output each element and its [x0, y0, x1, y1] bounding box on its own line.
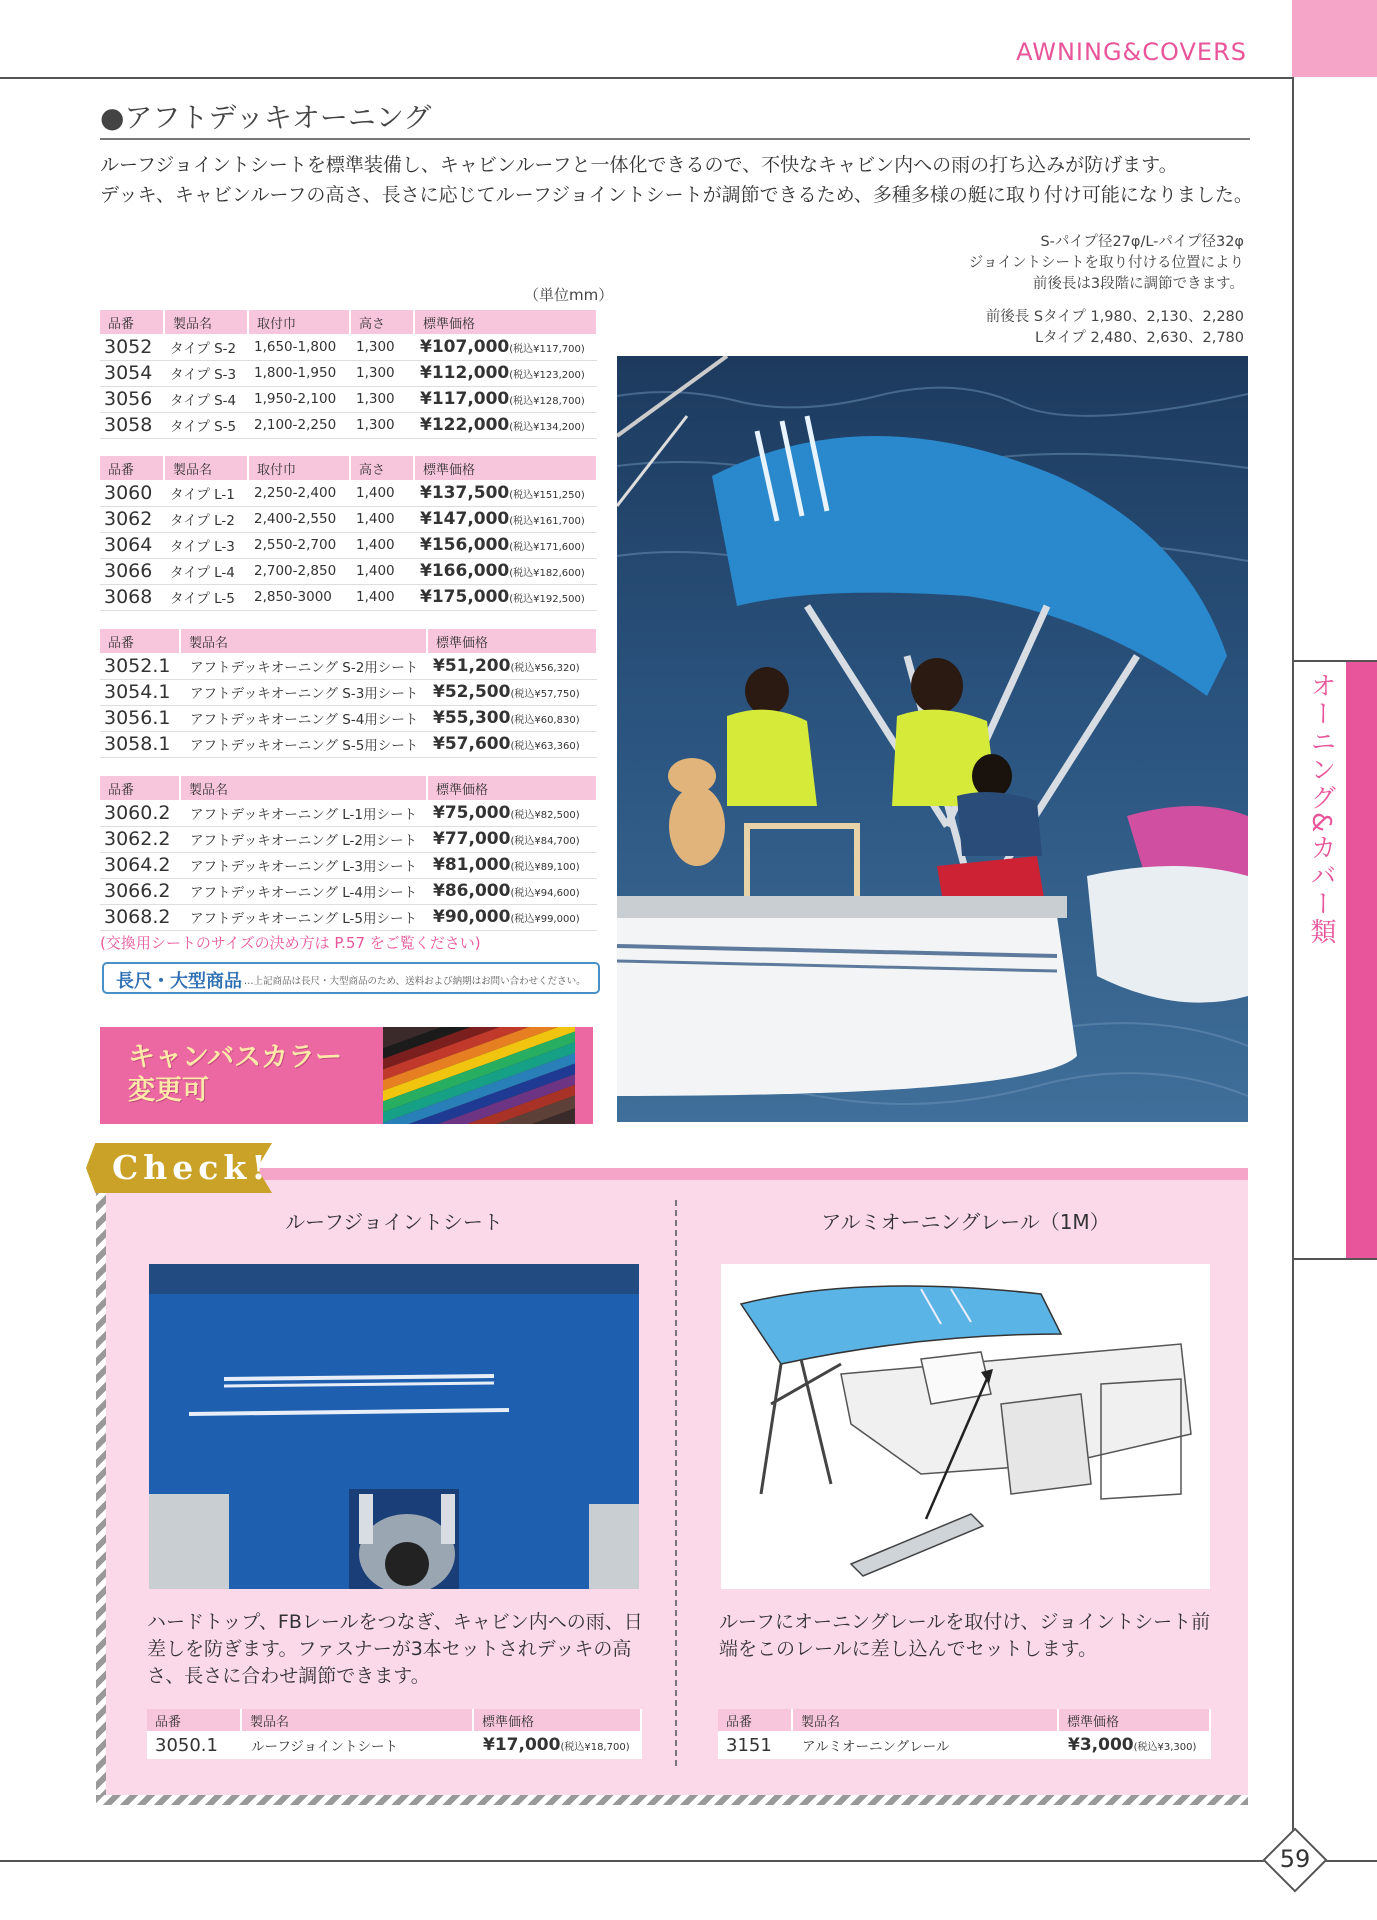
long-item-label: 長尺・大型商品 — [116, 971, 242, 992]
product-name: アフトデッキオーニング L-3用シート — [180, 852, 427, 878]
product-price — [414, 558, 597, 584]
table-header — [100, 629, 597, 653]
product-code: 3052.1 — [100, 653, 180, 679]
table-row — [100, 532, 597, 558]
product-height: 1,300 — [350, 412, 414, 438]
table-row — [100, 800, 597, 826]
product-name: タイプ L-3 — [164, 532, 248, 558]
price-value: ¥122,000 — [420, 415, 510, 435]
price-tax: (税込¥94,600) — [510, 888, 580, 899]
price-tax: (税込¥57,750) — [510, 689, 580, 700]
price-tax: (税込¥192,500) — [509, 594, 585, 605]
header-tab — [1292, 0, 1377, 77]
product-code: 3064.2 — [100, 852, 180, 878]
product-price — [414, 360, 597, 386]
header-category: AWNING&COVERS — [1016, 38, 1247, 66]
spec-table-s — [100, 310, 598, 439]
product-price — [414, 480, 597, 506]
price-tax: (税込¥123,200) — [509, 370, 585, 381]
note-line: Lタイプ 2,480、2,630、2,780 — [1035, 330, 1244, 346]
description-line: ルーフジョイントシートを標準装備し、キャビンルーフと一体化できるので、不快なキャビン内への雨の打ち込みが防げます。 — [100, 154, 1178, 176]
product-width: 2,250-2,400 — [248, 480, 350, 506]
header-code: 品番 — [100, 310, 164, 334]
roof-joint-description: ハードトップ、FBレールをつなぎ、キャビン内への雨、日差しを防ぎます。ファスナーが3本セットされデッキの高さ、長さに合わせ調節できます。 — [147, 1611, 643, 1687]
product-code: 3060.2 — [100, 800, 180, 826]
product-width: 2,850-3000 — [248, 584, 350, 610]
price-tax: (税込¥134,200) — [509, 422, 585, 433]
product-code: 3062 — [100, 506, 164, 532]
note-line: ジョイントシートを取り付ける位置により — [968, 255, 1244, 271]
product-code: 3151 — [726, 1734, 772, 1756]
price-value: ¥55,300 — [433, 708, 511, 728]
table-row — [100, 558, 597, 584]
long-item-notice — [102, 962, 600, 994]
price-tax: (税込¥18,700) — [560, 1742, 630, 1753]
sidebar-accent — [1346, 662, 1377, 1258]
product-name: タイプ L-1 — [164, 480, 248, 506]
product-price — [414, 412, 597, 438]
product-price — [427, 904, 597, 930]
table-row — [100, 480, 597, 506]
header-code: 品番 — [100, 456, 164, 480]
check-divider — [675, 1200, 677, 1766]
product-height: 1,400 — [350, 532, 414, 558]
header-code: 品番 — [100, 776, 180, 800]
table-row — [100, 360, 597, 386]
roof-joint-sheet-photo — [149, 1264, 639, 1589]
header-price: 標準価格 — [427, 629, 597, 653]
description-line: デッキ、キャビンルーフの高さ、長さに応じてルーフジョイントシートが調節できるため、多種多様の艇に取り付け可能になりました。 — [100, 184, 1253, 206]
title-divider — [100, 138, 1250, 140]
price-value: ¥107,000 — [420, 336, 510, 357]
table-header — [100, 776, 597, 800]
price-tax: (税込¥3,300) — [1133, 1742, 1197, 1753]
product-price — [427, 826, 597, 852]
price-value: ¥117,000 — [420, 389, 510, 409]
table-row — [147, 1731, 641, 1759]
header-code: 品番 — [718, 1709, 792, 1731]
note-line: 前後長は3段階に調節できます。 — [1032, 276, 1244, 292]
price-tax: (税込¥182,600) — [509, 568, 585, 579]
price-tax: (税込¥56,320) — [510, 662, 580, 674]
canvas-color-banner — [100, 1027, 593, 1124]
product-code: 3058 — [100, 412, 164, 438]
product-code: 3068.2 — [100, 904, 180, 930]
table-header — [147, 1709, 641, 1731]
product-name: アフトデッキオーニング S-3用シート — [180, 679, 427, 705]
table-row — [100, 731, 597, 757]
product-width: 1,650-1,800 — [248, 334, 350, 360]
awning-rail-illustration — [721, 1264, 1210, 1589]
canvas-color-text — [128, 1041, 342, 1107]
price-tax: (税込¥117,700) — [509, 343, 585, 355]
header-width: 取付巾 — [248, 456, 350, 480]
product-height: 1,400 — [350, 558, 414, 584]
product-price — [414, 584, 597, 610]
header-price: 標準価格 — [414, 310, 597, 334]
price-tax: (税込¥171,600) — [509, 542, 585, 553]
description — [100, 150, 1260, 210]
product-name: アフトデッキオーニング L-4用シート — [180, 878, 427, 904]
header-name: 製品名 — [164, 456, 248, 480]
page-title: ●アフトデッキオーニング — [100, 101, 432, 134]
note-line: 前後長 Sタイプ 1,980、2,130、2,280 — [985, 309, 1244, 325]
product-height: 1,300 — [350, 334, 414, 360]
product-name: タイプ S-2 — [164, 334, 248, 360]
price-value: ¥51,200 — [433, 655, 511, 676]
canvas-line-2: 変更可 — [128, 1075, 209, 1106]
note-line: S-パイプ径27φ/L-パイプ径32φ — [1040, 234, 1244, 250]
exchange-note: (交換用シートのサイズの決め方は P.57 をご覧ください) — [100, 934, 481, 952]
price-value: ¥156,000 — [420, 535, 510, 555]
price-value: ¥75,000 — [433, 802, 511, 823]
header-height: 高さ — [350, 310, 414, 334]
table-row — [100, 852, 597, 878]
price-tax: (税込¥84,700) — [510, 836, 580, 847]
product-name: タイプ L-5 — [164, 584, 248, 610]
table-row — [100, 878, 597, 904]
header-divider — [0, 77, 1292, 79]
header-name: 製品名 — [180, 776, 427, 800]
header-width: 取付巾 — [248, 310, 350, 334]
header-price: 標準価格 — [473, 1709, 641, 1731]
product-width: 2,400-2,550 — [248, 506, 350, 532]
product-name: アフトデッキオーニング S-5用シート — [180, 731, 427, 757]
check-badge-text: Check! — [112, 1148, 271, 1187]
product-code: 3050.1 — [155, 1734, 218, 1756]
product-price — [1058, 1731, 1210, 1759]
roof-joint-title: ルーフジョイントシート — [285, 1210, 503, 1234]
price-value: ¥147,000 — [420, 509, 510, 529]
page-number: 59 — [1279, 1845, 1311, 1873]
product-code: 3058.1 — [100, 731, 180, 757]
price-value: ¥137,500 — [420, 482, 510, 503]
product-width: 1,950-2,100 — [248, 386, 350, 412]
spec-table-l — [100, 456, 598, 611]
price-tax: (税込¥151,250) — [509, 489, 585, 501]
length-notes — [986, 307, 1244, 349]
product-code: 3056.1 — [100, 705, 180, 731]
product-name: アフトデッキオーニング L-2用シート — [180, 826, 427, 852]
color-swatch-image — [383, 1027, 575, 1124]
header-price: 標準価格 — [1058, 1709, 1210, 1731]
product-width: 2,550-2,700 — [248, 532, 350, 558]
product-height: 1,400 — [350, 506, 414, 532]
product-width: 2,700-2,850 — [248, 558, 350, 584]
header-name: 製品名 — [792, 1709, 1058, 1731]
table-header — [100, 456, 597, 480]
product-name: タイプ L-4 — [164, 558, 248, 584]
product-price — [414, 334, 597, 360]
header-name: 製品名 — [180, 629, 427, 653]
price-value: ¥166,000 — [420, 561, 510, 581]
product-name: タイプ S-5 — [164, 412, 248, 438]
price-tax: (税込¥161,700) — [509, 516, 585, 527]
product-name: タイプ S-4 — [164, 386, 248, 412]
price-value: ¥3,000 — [1068, 1735, 1134, 1755]
price-value: ¥52,500 — [433, 682, 511, 702]
header-price: 標準価格 — [414, 456, 597, 480]
product-code: 3054.1 — [100, 679, 180, 705]
header-code: 品番 — [147, 1709, 241, 1731]
price-tax: (税込¥60,830) — [510, 715, 580, 726]
sheet-table-l — [100, 776, 598, 931]
canvas-line-1: キャンバスカラー — [128, 1042, 343, 1073]
product-name: アフトデッキオーニング L-1用シート — [180, 800, 427, 826]
table-row — [100, 826, 597, 852]
product-height: 1,300 — [350, 360, 414, 386]
rail-description: ルーフにオーニングレールを取付け、ジョイントシート前端をこのレールに差し込んでセットします。 — [719, 1611, 1211, 1660]
table-row — [100, 904, 597, 930]
table-row — [100, 705, 597, 731]
price-tax: (税込¥99,000) — [510, 914, 580, 925]
table-header — [718, 1709, 1210, 1731]
price-value: ¥17,000 — [483, 1735, 561, 1755]
rail-table — [718, 1709, 1211, 1759]
product-name: アフトデッキオーニング L-5用シート — [180, 904, 427, 930]
product-name: アフトデッキオーニング S-2用シート — [180, 653, 427, 679]
product-code: 3056 — [100, 386, 164, 412]
table-row — [100, 334, 597, 360]
product-price — [427, 731, 597, 757]
boat-awning-photo — [617, 356, 1248, 1122]
price-tax: (税込¥128,700) — [509, 396, 585, 407]
header-code: 品番 — [100, 629, 180, 653]
product-height: 1,300 — [350, 386, 414, 412]
product-name: アルミオーニングレール — [802, 1739, 950, 1755]
product-code: 3066 — [100, 558, 164, 584]
sheet-table-s — [100, 629, 598, 758]
long-item-text: …上記商品は長尺・大型商品のため、送料および納期はお問い合わせください。 — [244, 976, 586, 987]
price-tax: (税込¥89,100) — [510, 862, 580, 873]
product-width: 1,800-1,950 — [248, 360, 350, 386]
table-row — [100, 653, 597, 679]
price-value: ¥81,000 — [433, 855, 511, 875]
table-row — [100, 679, 597, 705]
product-name: アフトデッキオーニング S-4用シート — [180, 705, 427, 731]
roof-joint-table — [147, 1709, 642, 1759]
sidebar-label: オーニング&カバー類 — [1306, 672, 1336, 947]
price-value: ¥77,000 — [433, 829, 511, 849]
product-width: 2,100-2,250 — [248, 412, 350, 438]
header-name: 製品名 — [241, 1709, 473, 1731]
product-height: 1,400 — [350, 480, 414, 506]
product-name: タイプ L-2 — [164, 506, 248, 532]
product-code: 3054 — [100, 360, 164, 386]
product-price — [427, 878, 597, 904]
product-height: 1,400 — [350, 584, 414, 610]
price-value: ¥86,000 — [433, 881, 511, 901]
table-row — [100, 386, 597, 412]
header-name: 製品名 — [164, 310, 248, 334]
price-tax: (税込¥82,500) — [510, 809, 580, 821]
product-price — [427, 705, 597, 731]
check-stripe-left — [96, 1188, 106, 1800]
product-code: 3062.2 — [100, 826, 180, 852]
product-name: タイプ S-3 — [164, 360, 248, 386]
price-value: ¥90,000 — [433, 907, 511, 927]
product-code: 3066.2 — [100, 878, 180, 904]
table-header — [100, 310, 597, 334]
product-price — [414, 532, 597, 558]
product-price — [473, 1731, 641, 1759]
footer-divider — [0, 1860, 1377, 1862]
product-price — [427, 653, 597, 679]
product-name: ルーフジョイントシート — [251, 1739, 399, 1755]
product-code: 3068 — [100, 584, 164, 610]
check-stripe-bottom — [96, 1795, 1248, 1805]
price-value: ¥57,600 — [433, 734, 511, 754]
table-row — [100, 412, 597, 438]
price-value: ¥112,000 — [420, 363, 510, 383]
header-height: 高さ — [350, 456, 414, 480]
table-row — [718, 1731, 1210, 1759]
pipe-notes — [969, 232, 1244, 295]
product-price — [427, 679, 597, 705]
product-price — [427, 800, 597, 826]
product-code: 3052 — [100, 334, 164, 360]
price-value: ¥175,000 — [420, 587, 510, 607]
header-price: 標準価格 — [427, 776, 597, 800]
product-code: 3064 — [100, 532, 164, 558]
product-price — [414, 506, 597, 532]
product-price — [427, 852, 597, 878]
product-code: 3060 — [100, 480, 164, 506]
rail-title: アルミオーニングレール（1M） — [821, 1210, 1110, 1234]
product-price — [414, 386, 597, 412]
table-row — [100, 506, 597, 532]
table-row — [100, 584, 597, 610]
unit-label: （単位mm） — [524, 286, 614, 304]
price-tax: (税込¥63,360) — [510, 741, 580, 752]
